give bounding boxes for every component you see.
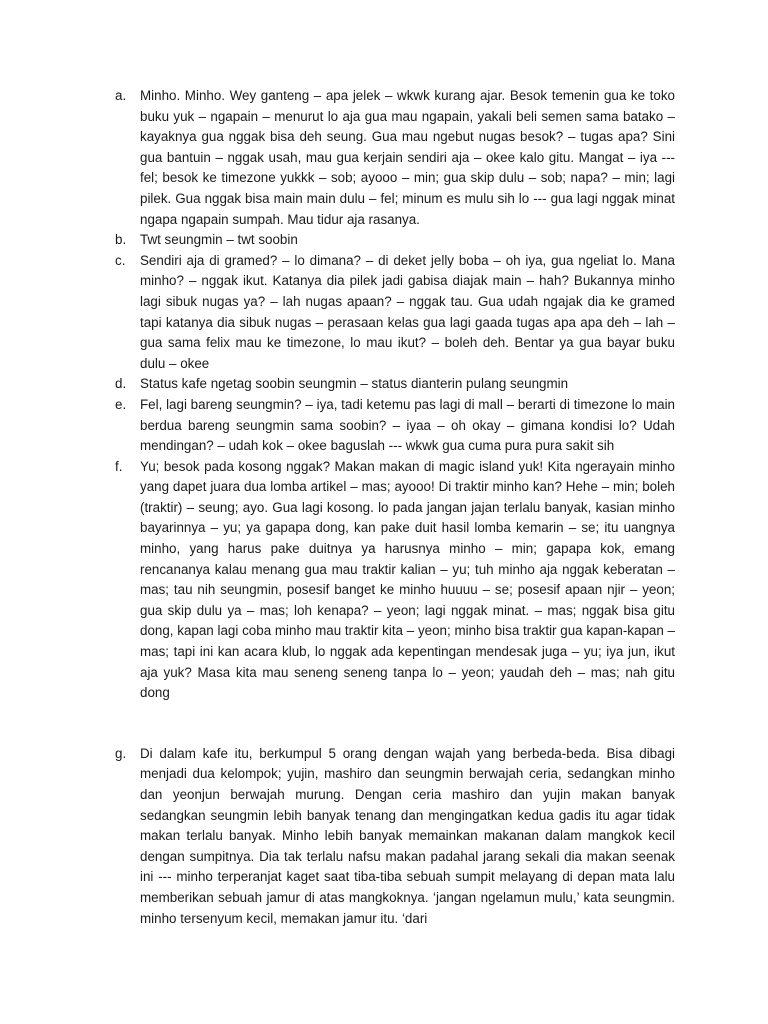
- list-marker: a.: [115, 88, 127, 103]
- list-item: [115, 457, 675, 704]
- list-item-text: Sendiri aja di gramed? – lo dimana? – di deket jelly boba – oh iya, gua ngeliat lo. Mana minho? – nggak ikut. Katanya dia pilek jadi gabisa diajak main – hah? Bukannya minho lagi sibuk nugas ya? – lah nugas apaan? – nggak tau. Gua udah ngajak dia ke gramed tapi katanya dia sibuk nugas – perasaan kelas gua lagi gaada tugas apa apa deh – lah – gua sama felix mau ke timezone, lo mau ikut? – boleh deh. Bentar ya gua bayar buku dulu – okee: [140, 252, 675, 371]
- paragraph-gap: [115, 704, 675, 744]
- list-marker: e.: [115, 396, 127, 412]
- list-marker: c.: [115, 252, 126, 268]
- list-item-text: Minho. Minho. Wey ganteng – apa jelek – wkwk kurang ajar. Besok temenin gua ke toko buku yuk – ngapain – menurut lo aja gua mau ngapain, yakali beli semen sama batako – kayaknya gua nggak bisa deh seung. Gua mau ngebut nugas besok? – tugas apa? Sini gua bantuin – nggak usah, mau gua kerjain sendiri aja – okee kalo gitu. Mangat – iya --- fel; besok ke timezone yukkk – sob; ayooo – min; gua skip dulu – sob; napa? – min; lagi pilek. Gua nggak bisa main main dulu – fel; minum es mulu sih lo --- gua lagi nggak minat ngapa ngapain sumpah. Mau tidur aja rasanya.: [140, 88, 675, 227]
- list-marker: g.: [115, 745, 127, 761]
- list-item: [115, 744, 675, 929]
- list-item-text: Di dalam kafe itu, berkumpul 5 orang dengan wajah yang berbeda-beda. Bisa dibagi menjadi dua kelompok; yujin, mashiro dan seungmin berwajah ceria, sedangkan minho dan yeonjun berwajah murung. Dengan ceria mashiro dan yujin makan banyak sedangkan seungmin lebih banyak tenang dan mengingatkan kedua gadis itu agar tidak makan terlalu banyak. Minho lebih banyak memainkan makanan dalam mangkok kecil dengan sumpitnya. Dia tak terlalu nafsu makan padahal jarang sekali dia makan seenak ini --- minho terperanjat kaget saat tiba-tiba sebuah sumpit melayang di depan mata lalu memberikan sebuah jamur di atas mangkoknya. ‘jangan ngelamun mulu,’ kata seungmin. minho tersenyum kecil, memakan jamur itu. ‘dari: [140, 745, 675, 926]
- list-marker: f.: [115, 458, 123, 474]
- list-item: [115, 86, 675, 230]
- list-item-text: Status kafe ngetag soobin seungmin – status dianterin pulang seungmin: [140, 376, 569, 392]
- list-item-text: Yu; besok pada kosong nggak? Makan makan di magic island yuk! Kita ngerayain minho yang dapet juara dua lomba artikel – mas; ayooo! Di traktir minho kan? Hehe – min; boleh (traktir) – seung; ayo. Gua lagi kosong. lo pada jangan jajan terlalu banyak, kasian minho bayarinnya – yu; ya gapapa dong, kan pake duit hasil lomba kemarin – se; itu uangnya minho, yang harus pake duitnya ya harusnya minho – min; gapapa kok, emang rencananya kalau menang gua mau traktir kalian – yu; tuh minho aja nggak keberatan – mas; tau nih seungmin, posesif banget ke minho huuuu – se; posesif apaan njir – yeon; gua skip dulu ya – mas; loh kenapa? – yeon; lagi nggak minat. – mas; nggak bisa gitu dong, kapan lagi coba minho mau traktir kita – yeon; minho bisa traktir gua kapan-kapan – mas; tapi ini kan acara klub, lo nggak ada kepentingan mendesak juga – yu; iya jun, ikut aja yuk? Masa kita mau seneng seneng tanpa lo – yeon; yaudah deh – mas; nah gitu dong: [140, 458, 675, 701]
- list-item: [115, 395, 675, 457]
- list-item-text: Fel, lagi bareng seungmin? – iya, tadi ketemu pas lagi di mall – berarti di timezone lo main berdua bareng seungmin sama soobin? – iyaa – oh okay – gimana kondisi lo? Udah mendingan? – udah kok – okee baguslah --- wkwk gua cuma pura pura sakit sih: [140, 396, 675, 454]
- list-marker: b.: [115, 232, 127, 248]
- list-item: [115, 251, 675, 375]
- list-item-text: Twt seungmin – twt soobin: [140, 232, 298, 248]
- list-item: [115, 374, 675, 395]
- dialogue-list: [115, 86, 675, 929]
- list-marker: d.: [115, 376, 127, 392]
- list-item: [115, 230, 675, 251]
